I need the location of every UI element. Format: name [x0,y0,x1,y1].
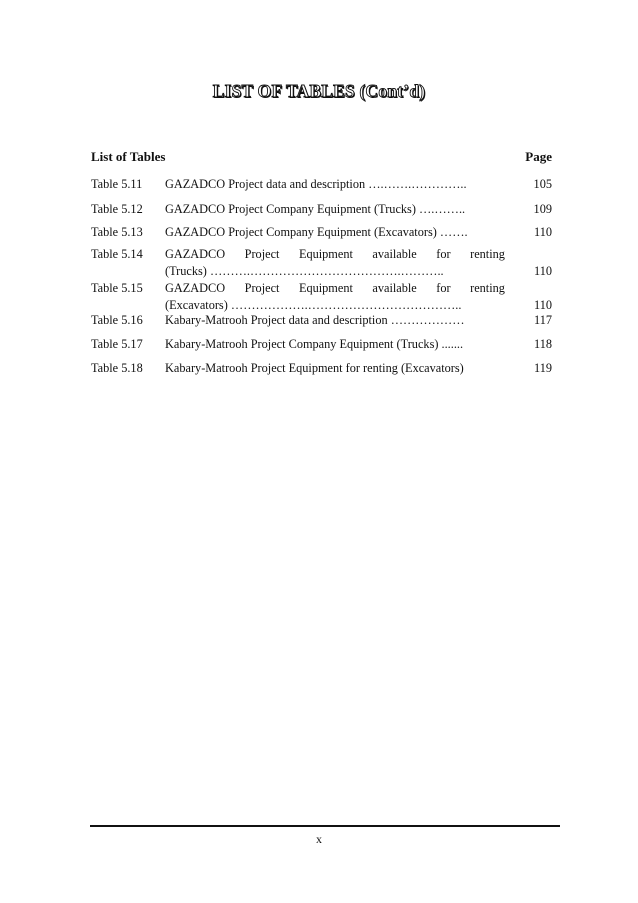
word: renting [470,247,505,261]
table-description-line: GAZADCO Project Company Equipment (Trucks) ….…….. [165,202,466,216]
word: GAZADCO [165,281,226,295]
word: available [372,281,417,295]
table-number: Table 5.11 [91,177,143,191]
footer-page-number: x [316,832,322,846]
list-of-tables-heading: List of Tables [91,149,166,164]
table-number: Table 5.15 [91,281,143,295]
word: Equipment [298,247,353,261]
table-page-number: 118 [534,337,552,351]
table-number: Table 5.12 [91,202,143,216]
word: GAZADCO [165,247,226,261]
word: renting [470,281,505,295]
table-description-line: (Trucks) ……….……………………………….……….. [165,264,444,278]
word: Equipment [298,281,353,295]
table-page-number: 110 [534,264,552,278]
table-description [165,312,505,329]
table-page-number: 117 [534,313,552,327]
table-number: Table 5.13 [91,225,143,239]
table-number: Table 5.14 [91,247,143,261]
table-description [165,360,505,377]
table-description-line: (Excavators) ……………….……………………………….. [165,298,462,312]
table-description-line: GAZADCO Project Company Equipment (Excavators) ……. [165,225,468,239]
table-number: Table 5.17 [91,337,143,351]
table-page-number: 119 [534,361,552,375]
table-description [165,280,505,314]
table-number: Table 5.16 [91,313,143,327]
word: Project [244,247,280,261]
page-title: LIST OF TABLES (Cont’d) [212,81,426,101]
table-description [165,224,505,241]
word: for [436,281,451,295]
table-page-number: 110 [534,298,552,312]
table-description-line: GAZADCO Project data and description ….…….………….. [165,177,467,191]
word: for [436,247,451,261]
table-description [165,176,505,193]
table-description [165,336,505,353]
table-page-number: 105 [533,177,552,191]
table-page-number: 110 [534,225,552,239]
table-page-number: 109 [533,202,552,216]
table-number: Table 5.18 [91,361,143,375]
table-description [165,201,505,218]
page-column-heading: Page [525,149,552,164]
table-description-line: Kabary-Matrooh Project data and description ……………… [165,313,465,327]
table-description-line [165,280,505,297]
word: Project [244,281,280,295]
table-description-line: Kabary-Matrooh Project Company Equipment (Trucks) ....... [165,337,464,351]
table-description-line [165,246,505,263]
footer-divider [90,825,560,827]
word: available [372,247,417,261]
table-description-line: Kabary-Matrooh Project Equipment for renting (Excavators) [165,361,464,375]
table-description [165,246,505,280]
